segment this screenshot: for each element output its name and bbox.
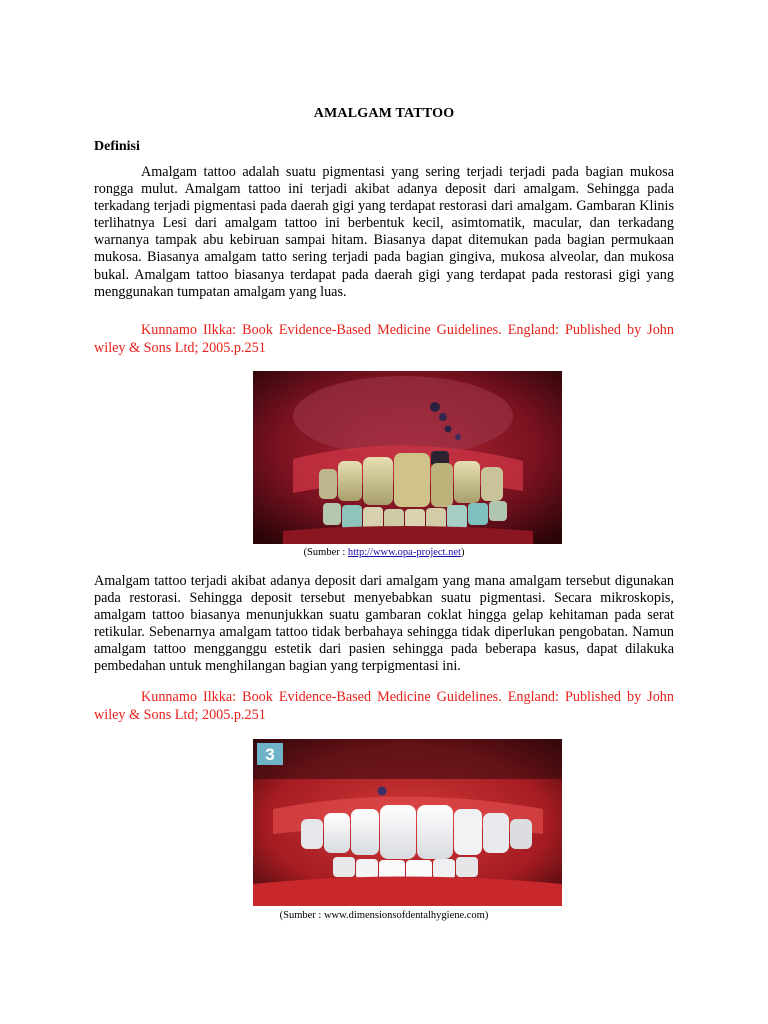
section-heading: Definisi [94, 139, 140, 154]
amalgam-tattoo-photo-2 [253, 739, 562, 906]
reference-citation-1: Kunnamo Ilkka: Book Evidence-Based Medicine Guidelines. England: Published by John wiley & Sons Ltd; 2005.p.251 [94, 322, 674, 356]
photo-1-caption [0, 547, 768, 558]
caption-1-prefix: (Sumber : [303, 547, 348, 558]
figure-badge [257, 743, 283, 765]
caption-1-suffix: ) [460, 547, 465, 558]
reference-citation-2: Kunnamo Ilkka: Book Evidence-Based Medicine Guidelines. England: Published by John wiley & Sons Ltd; 2005.p.251 [94, 689, 674, 723]
definition-paragraph: Amalgam tattoo adalah suatu pigmentasi yang sering terjadi terjadi pada bagian mukosa rongga mulut. Amalgam tattoo ini terjadi akibat adanya deposit dari amalgam. Sehingga pada terkadang terjadi pigmentasi pada daerah gigi yang terdapat restorasi dari amalgam. Gambaran Klinis terlihatnya Lesi dari amalgam tattoo ini berbentuk kecil, asimtomatik, macular, dan terkadang warnanya tampak abu kebiruan sampai hitam. Biasanya dapat ditemukan pada bagian permukaan mukosa. Biasanya amalgam tatto sering terjadi pada bagian gingiva, mukosa alveolar, dan mukosa bukal. Amalgam tattoo biasanya terdapat pada daerah gigi yang terdapat pada restorasi gigi yang menggunakan tumpatan amalgam yang luas. [94, 164, 674, 300]
photo-2-caption: (Sumber : www.dimensionsofdentalhygiene.com) [279, 910, 489, 921]
description-paragraph: Amalgam tattoo terjadi akibat adanya deposit dari amalgam yang mana amalgam tersebut digunakan pada restorasi. Sehingga deposit tersebut menyebabkan suatu pigmentasi. Secara mikroskopis, amalgam tattoo biasanya menunjukkan suatu gambaran coklat hingga gelap kehitaman pada serat retikular. Sebenarnya amalgam tattoo tidak berbahaya sehingga tidak diperlukan pengobatan. Namun amalgam tattoo mengganggu estetik dari pasien sehingga pada beberapa kasus, dapat dilakuka pembedahan untuk menghilangan bagian yang terpigmentasi ini. [94, 573, 674, 675]
document-title: AMALGAM TATTOO [313, 106, 455, 121]
pigmentation-spot [378, 787, 387, 796]
amalgam-tattoo-photo-1 [253, 371, 562, 544]
figure-badge-number: 3 [265, 745, 275, 764]
source-link[interactable]: http://www.opa-project.net [347, 547, 461, 558]
